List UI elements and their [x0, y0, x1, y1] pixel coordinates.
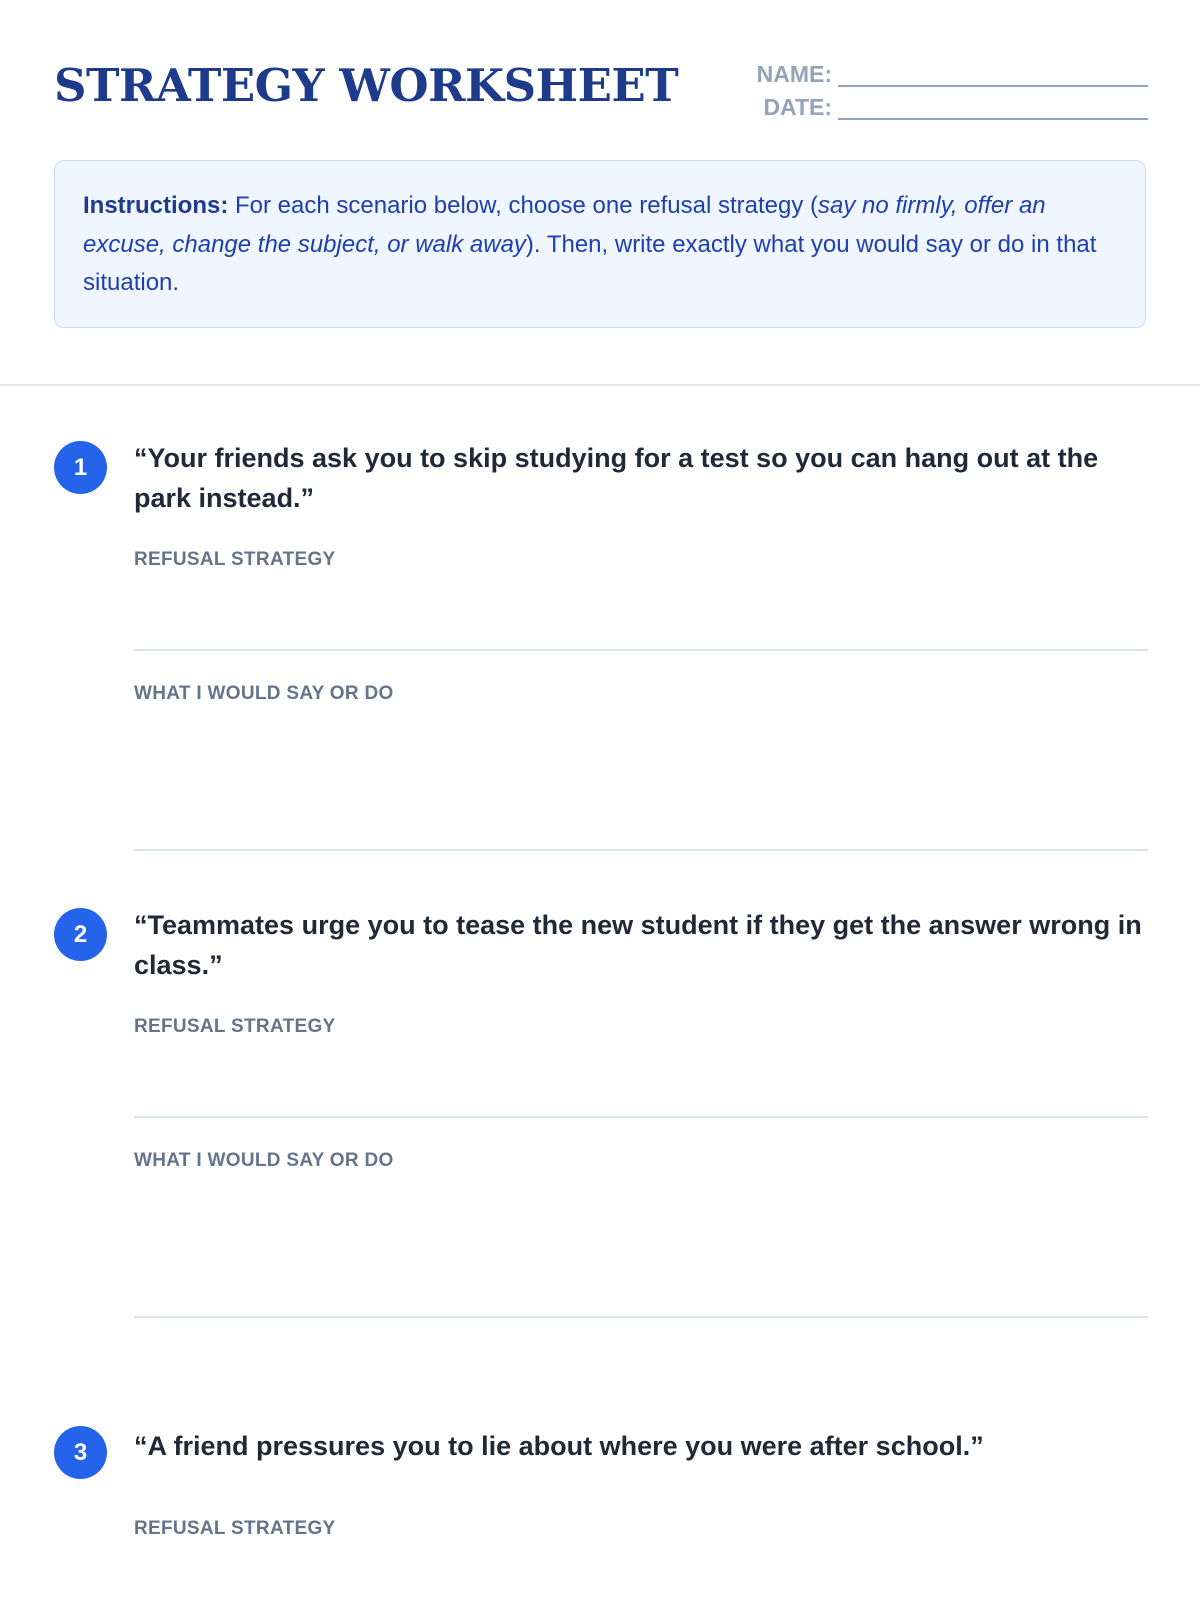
name-field-line[interactable]: [838, 61, 1148, 87]
section-divider: [0, 384, 1200, 386]
response-answer-line[interactable]: [134, 849, 1148, 851]
instructions-text-before: For each scenario below, choose one refusal strategy (: [228, 192, 818, 219]
date-field-line[interactable]: [838, 94, 1148, 120]
response-answer-line[interactable]: [134, 1316, 1148, 1318]
scenario-number-badge: 1: [54, 441, 107, 494]
scenario-number-badge: 2: [54, 908, 107, 961]
worksheet-title: STRATEGY WORKSHEET: [54, 59, 679, 112]
date-label: DATE:: [763, 94, 832, 120]
refusal-strategy-answer-line[interactable]: [134, 649, 1148, 651]
response-label: WHAT I WOULD SAY OR DO: [134, 1150, 394, 1171]
name-date-block: [728, 54, 1148, 120]
date-row: [728, 87, 1148, 120]
instructions-strategies: say no firmly, offer an excuse, change the subject, or walk away: [83, 192, 1046, 258]
instructions-lead: Instructions:: [83, 192, 229, 219]
name-label: NAME:: [756, 61, 832, 87]
scenario-prompt: “Your friends ask you to skip studying for a test so you can hang out at the park instead.”: [134, 443, 1099, 513]
refusal-strategy-label: REFUSAL STRATEGY: [134, 549, 336, 570]
refusal-strategy-answer-line[interactable]: [134, 1116, 1148, 1118]
refusal-strategy-label: REFUSAL STRATEGY: [134, 1016, 336, 1037]
scenario-prompt: “Teammates urge you to tease the new student if they get the answer wrong in class.”: [134, 910, 1142, 980]
instructions-box: [54, 160, 1146, 328]
scenario-number-badge: 3: [54, 1426, 107, 1479]
refusal-strategy-label: REFUSAL STRATEGY: [134, 1518, 336, 1539]
name-row: [728, 54, 1148, 87]
scenario-prompt: “A friend pressures you to lie about where you were after school.”: [134, 1431, 984, 1461]
response-label: WHAT I WOULD SAY OR DO: [134, 683, 394, 704]
instructions-text-after: ). Then, write exactly what you would say or do in that situation.: [83, 230, 1097, 296]
